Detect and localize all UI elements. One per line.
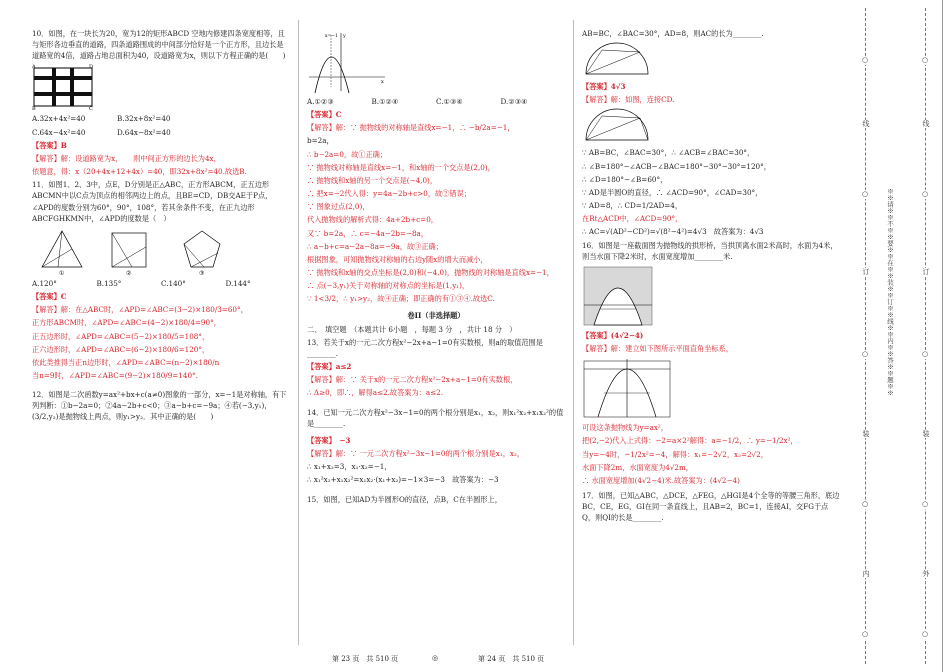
q10-options-row2: [32, 127, 202, 138]
q10-option-b[interactable]: B.32x+8x²=40: [117, 114, 171, 124]
q11-polygon-figures: [32, 227, 262, 275]
q11-solution-5: 依此类推得当正n边形时，∠APD=∠ABC=(n−2)×180/n: [32, 357, 220, 367]
column-divider: [573, 20, 574, 645]
q11-option-b[interactable]: B.135°: [96, 278, 122, 288]
q10-options: [32, 113, 202, 124]
svg-text:A: A: [32, 64, 36, 71]
q11-solution-6: 当n=9时，∠APD=∠ABC=(9−2)×180/9=140°.: [32, 370, 198, 380]
q11-solution-4: 正六边形时，∠APD=∠ABC=(6−2)×180/6=120°，: [32, 344, 210, 354]
q14-solution-3: ∴ x₁²x₂+x₁x₂²=x₁x₂·(x₁+x₂)=−1×3=−3 故答案为：−3: [307, 475, 499, 485]
footer-page-left: 第 23 页 共 510 页: [332, 655, 399, 663]
part2-title: 卷II（非选择题）: [407, 310, 465, 320]
column-left: [32, 28, 290, 425]
q15-semicircle-figure: [582, 42, 652, 78]
q10-road-figure: [32, 64, 94, 110]
seal-mark: ○: [921, 630, 929, 639]
q10-solution-1: 【解答】解：设道路宽为x， 则中间正方形的边长为4x，: [32, 153, 221, 163]
svg-text:x: x: [381, 79, 384, 85]
q16-solution-line: 水面下降2m，水面宽度为4√2m，: [582, 462, 693, 472]
seal-mark: ○: [861, 500, 869, 509]
q10-text: 10．如图，在一块长为20，宽为12的矩形ABCD 空地内修建四条宽度相等，且与矩形各边垂直的道路，四条道路围成的中间部分恰好是一个正方形，且边长是道路宽的4倍，道路占地总面积为40，设道路宽为x，则以下方程正确的是( ): [32, 29, 286, 61]
q10-option-c[interactable]: C.64x−4x²=40: [32, 127, 86, 137]
seal-mark: 内: [862, 570, 870, 578]
q15-solution-line: ∵ AB=BC，∠BAC=30°，∴ ∠ACB=∠BAC=30°，: [582, 148, 755, 158]
q15-solution-line: ∴ ∠D=180°−∠B=60°，: [582, 174, 668, 184]
seal-mark: 线: [862, 120, 870, 128]
seal-mark: ○: [921, 500, 929, 509]
q11-options: [32, 278, 290, 289]
q16-solution-line: 【解答】解：建立如下图所示平面直角坐标系，: [582, 344, 733, 354]
q12-option-b[interactable]: B.①②④: [371, 97, 399, 106]
q11-option-d[interactable]: D.144°: [225, 278, 251, 288]
q10-option-a[interactable]: A.32x+4x²=40: [32, 114, 86, 124]
q10-option-d[interactable]: D.64x−8x²=40: [117, 127, 171, 137]
q12-text: 12．如图是二次函数y=ax²+bx+c(a≠0)图象的一部分，x=−1是对称轴，有下列判断：①b−2a=0；②4a−2b+c<0；③a−b+c=−9a；④若(−3,y₁)，(3/2,y₂)是抛物线上两点，则y₁>y₂．其中正确的是( ): [32, 390, 287, 422]
page-edge: [942, 0, 950, 672]
seal-mark: ○: [921, 190, 929, 199]
seal-mark: ○: [861, 190, 869, 199]
q11-solution-1: 【解答】解：在△ABC时，∠APD=∠ABC=(3−2)×180/3=60°，: [32, 305, 248, 315]
q12-solution-line: ∴ 抛物线和x轴的另一个交点是(−4,0)，: [307, 175, 438, 185]
q12-solution-line: ∴ a−b+c=a−2a−8a=−9a，故③正确；: [307, 241, 443, 251]
q12-option-c[interactable]: C.①③④: [436, 97, 463, 106]
svg-text:D: D: [89, 64, 94, 71]
q13-solution-1: 【解答】解：∵ 关于x的一元二次方程x²−2x+a−1=0有实数根，: [307, 375, 518, 385]
q12-solution-line: ∵ 抛物线对称轴是直线x=−1，和x轴的一个交点是(2,0)，: [307, 162, 495, 172]
q12-solution-line: 代入抛物线的解析式得：4a+2b+c=0，: [307, 215, 438, 225]
q12-option-d[interactable]: D.②③④: [500, 97, 528, 106]
seal-mark: 线: [922, 120, 930, 128]
q11-option-c[interactable]: C.140°: [161, 278, 186, 288]
warning-strip: [878, 0, 908, 672]
fig-label-2: ②: [126, 269, 132, 275]
q16-solution-line: 把(2,−2)代入上式得：−2=a×2²解得：a=−1/2，∴ y=−1/2x²，: [582, 436, 798, 446]
q14-answer: 【答案】 −3: [307, 435, 351, 445]
q12-parabola-graph: [307, 31, 387, 93]
q12-options: [307, 96, 565, 107]
fig-label-1: ①: [59, 269, 65, 275]
q15-text: 15．如图，已知AD为半圆形O的直径，点B，C在半圆形上，: [307, 494, 502, 504]
q11-option-a[interactable]: A.120°: [32, 278, 57, 288]
column-right: [582, 28, 840, 525]
q14-solution-1: 【解答】解：∵ 一元二次方程x²−3x−1=0的两个根分别是x₁，x₂，: [307, 449, 525, 459]
q14-text: 14．已知一元二次方程x²−3x−1=0的两个根分别是x₁，x₂，则x₁²x₂+x₁x₂²的值是________.: [307, 407, 564, 428]
seal-mark: 装: [922, 430, 930, 438]
q12-solution-line: b=2a，: [307, 136, 334, 146]
q12-solution-line: 【解答】解：∵ 抛物线的对称轴是直线x=−1，∴ −b/2a=−1，: [307, 123, 515, 133]
q13-text: 13．若关于x的一元二次方程x²−2x+a−1=0有实数根，则a的取值范围是________.: [307, 337, 543, 358]
q15-solution-line: ∴ AC=√(AD²−CD²)=√(8²−4²)=4√3 故答案为：4√3: [582, 227, 764, 237]
q12-answer: 【答案】C: [307, 110, 342, 120]
q13-answer: 【答案】a≤2: [307, 362, 352, 372]
q15-solution-line: 【解答】解：如图，连接CD.: [582, 95, 675, 105]
svg-text:B: B: [32, 106, 36, 111]
svg-text:x=−1: x=−1: [325, 34, 338, 39]
q14-solution-2: ∴ x₁+x₂=3，x₁·x₂=−1，: [307, 462, 392, 472]
q16-solution-line: 当y=−4时，−1/2x²=−4，解得：x₁=−2√2，x₂=2√2，: [582, 449, 768, 459]
footer-page-right: 第 24 页 共 510 页: [478, 655, 545, 663]
q16-coordinate-figure: [582, 357, 672, 419]
q15-solution-figure: [582, 108, 652, 144]
q17-text: 17．如图，已知△ABC，△DCE，△FEG，△HGI是4个全等的等腰三角形，底边BC，CE，EG，GI在同一条直线上，且AB=2，BC=1，连接AI，交FG于点Q，则QI的长是________.: [582, 490, 840, 523]
q12-solution-line: ∴ b−2a=0，故①正确；: [307, 149, 388, 159]
seal-mark: 订: [922, 268, 930, 276]
q15-solution-line: ∴ ∠B=180°−∠ACB−∠BAC=180°−30°−30°=120°，: [582, 161, 771, 171]
q16-solution-line: 可设这条抛物线为y=ax²，: [582, 423, 668, 433]
seal-mark: ○: [861, 350, 869, 359]
column-middle: [307, 28, 565, 507]
q12-solution-line: ∴ 点(−3,y₁)关于对称轴的对称点的坐标是(1,y₁)，: [307, 281, 470, 291]
q15-solution-line: ∵ AD=8，∴ CD=1/2AD=4，: [582, 201, 683, 211]
q11-answer: 【答案】C: [32, 292, 67, 302]
q12-solution-line: ∵ 图象过点(2,0)，: [307, 202, 370, 212]
q15-continued: AB=BC，∠BAC=30°，AD=8，则AC的长为________.: [582, 29, 764, 38]
seal-mark: ○: [861, 56, 869, 65]
q11-text: 11．如图1、2、3中，点E，D分别是正△ABC，正方形ABCM，正五边形ABCMN中以C点为顶点的相邻两边上的点，且BE=CD，DB交AE于P点，∠APD的度数分别为60°，90°，108°，若其余条件不变，在正九边形ABCFGHKMN中，∠APD的度数是（ ）: [32, 180, 273, 223]
q15-answer: 【答案】4√3: [582, 82, 626, 92]
outer-seal-line: [918, 0, 932, 672]
q11-solution-3: 正五边形时，∠APD=∠ABC=(5−2)×180/5=108°，: [32, 331, 210, 341]
q10-answer: 【答案】B: [32, 140, 67, 150]
q16-solution-line: ∴ 水面宽度增加(4√2−4)米.故答案为：(4√2−4): [582, 475, 740, 485]
q12-solution-line: 又∵ b=2a，∴ c=−4a−2b=−8a，: [307, 228, 429, 238]
q12-option-a[interactable]: A.①②③: [307, 97, 334, 106]
seal-mark: ○: [861, 630, 869, 639]
part2-intro: 二、 填空题 （本题共计 6小题 ，每题 3 分 ，共计 18 分 ）: [307, 324, 517, 334]
svg-text:y: y: [343, 33, 346, 39]
binding-margin: [858, 0, 950, 672]
seal-mark: 外: [922, 570, 930, 578]
q15-solution-line: 在Rt△ACD中，∠ACD=90°，: [582, 214, 683, 224]
inner-seal-line: [858, 0, 872, 672]
q10-solution-2: 依题意，得：x（20+4x+12+4x）=40，即32x+8x²=40.故选B.: [32, 167, 247, 177]
seal-mark: ○: [921, 56, 929, 65]
q16-arch-bridge-figure: [582, 265, 654, 327]
fig-label-3: ③: [199, 269, 205, 275]
footer-separator-icon: ◎: [432, 654, 439, 662]
q13-solution-2: ∴ Δ≥0，即∴，解得a≤2.故答案为：a≤2.: [307, 388, 444, 398]
seal-mark: ○: [921, 350, 929, 359]
q12-solution-line: ∵ 抛物线和x轴的交点坐标是(2,0)和(−4,0)，抛物线的对称轴是直线x=−1，: [307, 268, 554, 278]
seal-mark: 订: [862, 268, 870, 276]
q16-text: 16．如图是一座截面图为抛物线的拱形桥，当拱顶离水面2米高时，水面为4米，则当水面下降2米时，水面宽度增加________米.: [582, 240, 838, 261]
q12-solution-line: ∴ 把x=−2代入得：y=4a−2b+c>0，故②错误；: [307, 189, 471, 199]
q15-solution-line: ∵ AD是半圆O的直径，∴ ∠ACD=90°，∠CAD=30°，: [582, 187, 763, 197]
column-divider: [298, 20, 299, 645]
q12-solution-line: 根据图象，可知抛物线对称轴的右边y随x的增大而减小，: [307, 254, 488, 264]
binding-warning: ※※请※※不※※要※※在※※装※※订※※线※※内※※答※※题※※: [886, 188, 894, 396]
svg-text:C: C: [89, 106, 93, 111]
q16-answer: 【答案】(4√2−4): [582, 330, 644, 340]
q12-solution-line: ∵ 1<3/2，∴ y₁>y₂，故④正确；即正确的有①③④.故选C.: [307, 294, 495, 304]
q11-solution-2: 正方形ABCM时，∠APD=∠ABC=(4−2)×180/4=90°，: [32, 318, 221, 328]
seal-mark: 装: [862, 430, 870, 438]
